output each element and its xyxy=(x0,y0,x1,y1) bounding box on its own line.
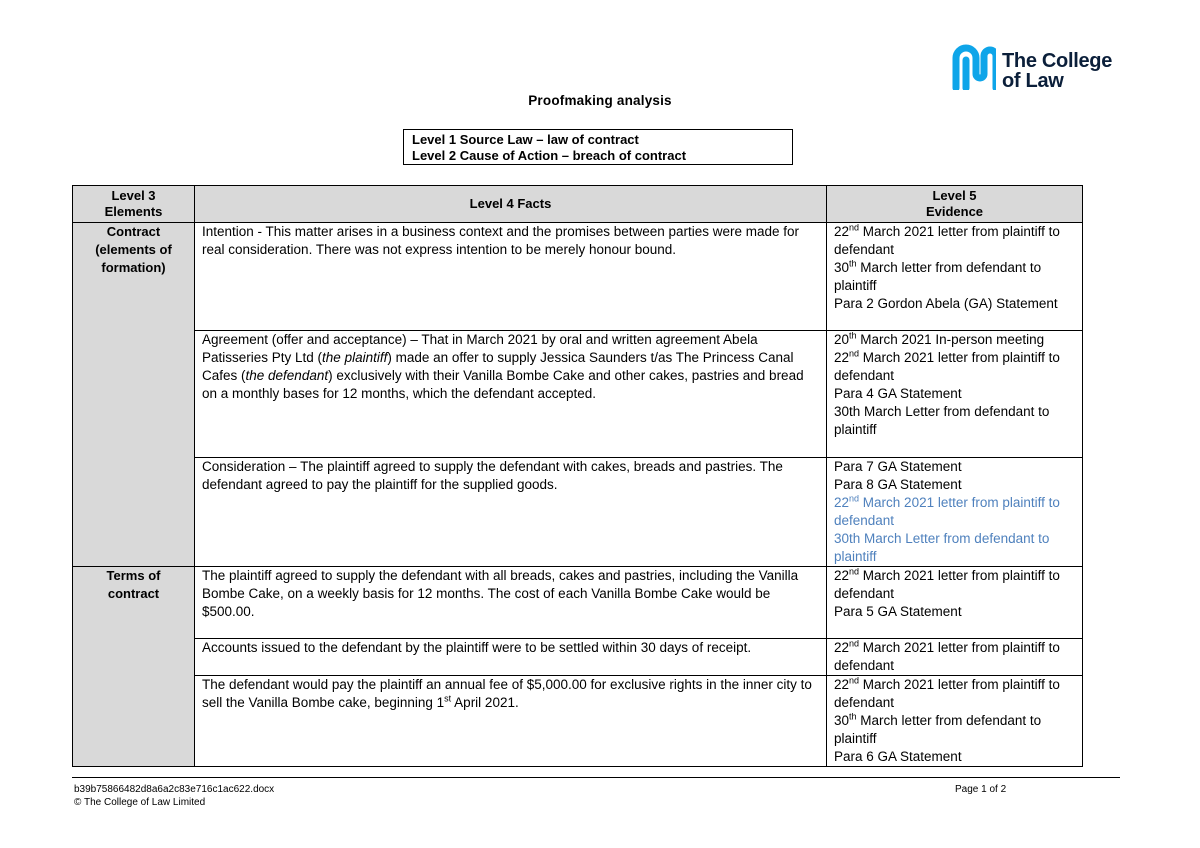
element-terms-line2: contract xyxy=(107,586,160,601)
header-level3-line1: Level 3 xyxy=(111,188,156,203)
level1-text: Level 1 Source Law – law of contract xyxy=(412,132,639,147)
evidence-consideration xyxy=(827,458,1083,567)
evidence-item: 30th March letter from defendant to plaintiff xyxy=(834,258,1042,293)
fact-annual-fee: The defendant would pay the plaintiff an annual fee of $5,000.00 for exclusive rights in the inner city to sell the Vanilla Bombe cake, beginning 1st April 2021. xyxy=(195,676,827,767)
evidence-item: 22nd March 2021 letter from plaintiff to defendant xyxy=(834,222,1060,257)
document-title: Proofmaking analysis xyxy=(528,93,672,108)
fact-accounts: Accounts issued to the defendant by the plaintiff were to be settled within 30 days of receipt. xyxy=(195,639,827,676)
footer-page-number: Page 1 of 2 xyxy=(955,784,1007,795)
evidence-item: Para 4 GA Statement xyxy=(834,386,962,401)
evidence-intention xyxy=(827,223,1083,331)
header-level5-line2: Evidence xyxy=(925,204,984,219)
footer-copyright: © The College of Law Limited xyxy=(74,797,206,808)
fact-intention: Intention - This matter arises in a business context and the promises between parties were made for real consideration. There was not express intention to be merely honour bound. xyxy=(195,223,827,331)
logo-text-line1: The College xyxy=(1002,50,1113,72)
table-row xyxy=(73,567,1083,639)
evidence-item: 30th March letter from defendant to plaintiff xyxy=(834,711,1042,746)
element-contract-line3: formation) xyxy=(101,260,166,275)
evidence-item: Para 5 GA Statement xyxy=(834,604,962,619)
header-level5-line1: Level 5 xyxy=(932,188,977,203)
evidence-agreement xyxy=(827,331,1083,458)
evidence-item: Para 6 GA Statement xyxy=(834,749,962,764)
table-row xyxy=(73,676,1083,767)
evidence-item: 22nd March 2021 letter from plaintiff to defendant xyxy=(834,675,1060,710)
evidence-item: 22nd March 2021 letter from plaintiff to defendant xyxy=(834,348,1060,383)
element-terms xyxy=(73,567,195,767)
table-header-row xyxy=(73,186,1083,223)
evidence-item: 30th March Letter from defendant to plaintiff xyxy=(834,404,1050,437)
element-terms-line1: Terms of xyxy=(106,568,161,583)
evidence-item: 20th March 2021 In-person meeting xyxy=(834,330,1045,347)
element-contract-line1: Contract xyxy=(106,224,161,239)
source-law-box xyxy=(403,129,793,165)
evidence-supply-terms xyxy=(827,567,1083,639)
evidence-item: 22nd March 2021 letter from plaintiff to defendant xyxy=(834,638,1060,673)
evidence-item: Para 8 GA Statement xyxy=(834,477,962,492)
table-row xyxy=(73,331,1083,458)
footer-filename: b39b75866482d8a6a2c83e716c1ac622.docx xyxy=(74,784,275,795)
fact-agreement: Agreement (offer and acceptance) – That in March 2021 by oral and written agreement Abela Patisseries Pty Ltd (the plaintiff) made an offer to supply Jessica Saunders t/as The Princess Canal Cafes (the defendant) exclusively with their Vanilla Bombe Cake and other cakes, pastries and bread on a monthly bases for 12 months, which the defendant accepted. xyxy=(195,331,827,458)
evidence-item: Para 7 GA Statement xyxy=(834,459,962,474)
header-level4: Level 4 Facts xyxy=(195,186,827,223)
evidence-item: 30th March Letter from defendant to plaintiff xyxy=(834,531,1050,564)
college-logo xyxy=(952,44,1122,94)
evidence-item: 22nd March 2021 letter from plaintiff to defendant xyxy=(834,493,1060,528)
fact-consideration: Consideration – The plaintiff agreed to supply the defendant with cakes, breads and pastries. The defendant agreed to pay the plaintiff for the supplied goods. xyxy=(195,458,827,567)
fact-supply-terms: The plaintiff agreed to supply the defendant with all breads, cakes and pastries, including the Vanilla Bombe Cake, on a weekly basis for 12 months. The cost of each Vanilla Bombe Cake would be $500.00. xyxy=(195,567,827,639)
evidence-annual-fee xyxy=(827,676,1083,767)
element-contract-line2: (elements of xyxy=(95,242,172,257)
level2-text: Level 2 Cause of Action – breach of contract xyxy=(412,148,687,163)
header-level5 xyxy=(827,186,1083,223)
table-row xyxy=(73,639,1083,676)
proofmaking-table xyxy=(72,185,1083,767)
evidence-accounts xyxy=(827,639,1083,676)
table-row xyxy=(73,223,1083,331)
logo-text-line2: of Law xyxy=(1002,70,1064,92)
header-level3-line2: Elements xyxy=(104,204,163,219)
footer-divider xyxy=(72,777,1120,778)
evidence-item: 22nd March 2021 letter from plaintiff to defendant xyxy=(834,566,1060,601)
college-logo-mark xyxy=(952,44,996,90)
header-level3 xyxy=(73,186,195,223)
element-contract xyxy=(73,223,195,567)
evidence-item: Para 2 Gordon Abela (GA) Statement xyxy=(834,296,1058,311)
table-row xyxy=(73,458,1083,567)
